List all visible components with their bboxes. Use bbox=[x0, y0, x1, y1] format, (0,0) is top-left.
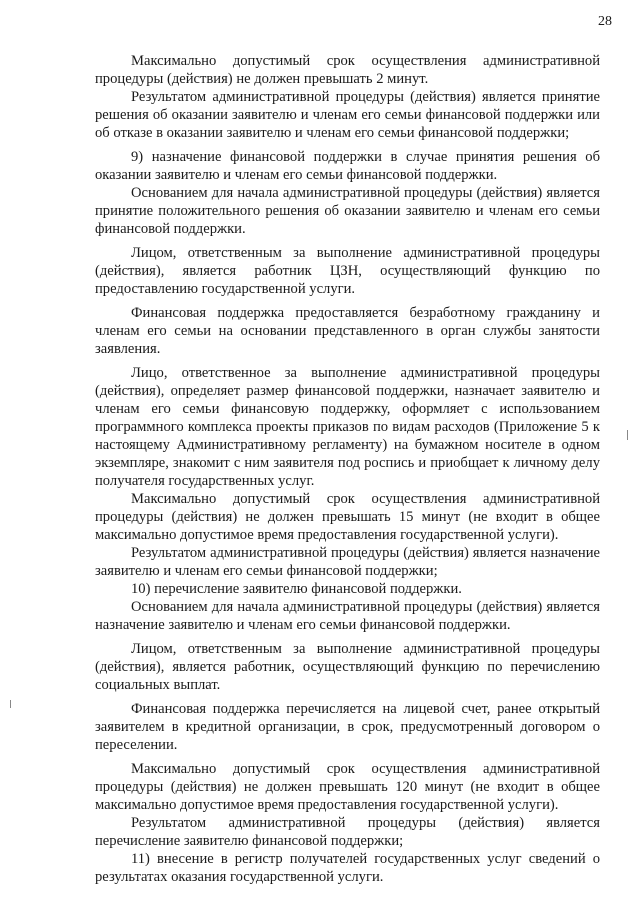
paragraph-13: Финансовая поддержка перечисляется на лицевой счет, ранее открытый заявителем в кредитной организации, в срок, предусмотренный договором о переселении. bbox=[95, 701, 600, 753]
paragraph-15: Результатом административной процедуры (действия) является перечисление заявителю финансовой поддержки; bbox=[95, 815, 600, 849]
paragraph-10: 10) перечисление заявителю финансовой поддержки. bbox=[131, 581, 462, 597]
paragraph-6: Финансовая поддержка предоставляется безработному гражданину и членам его семьи на основании представленного в орган службы занятости заявления. bbox=[95, 305, 600, 357]
paragraph-7: Лицо, ответственное за выполнение административной процедуры (действия), определяет размер финансовой поддержки, назначает заявителю и членам его семьи финансовую поддержку, оформляет с использованием программного комплекса проекты приказов по видам расходов (Приложение 5 к настоящему Административному регламенту) на бумажном носителе в одном экземпляре, знакомит с ним заявителя под роспись и приобщает к личному делу получателя государственных услуг. bbox=[95, 365, 600, 489]
scan-mark-right bbox=[627, 430, 628, 440]
scan-mark-left bbox=[10, 700, 11, 708]
paragraph-14: Максимально допустимый срок осуществления административной процедуры (действия) не должен превышать 120 минут (не входит в общее максимально допустимое время предоставления государственной услуги). bbox=[95, 761, 600, 813]
paragraph-1: Максимально допустимый срок осуществления административной процедуры (действия) не должен превышать 2 минут. bbox=[95, 53, 600, 87]
paragraph-9: Результатом административной процедуры (действия) является назначение заявителю и членам его семьи финансовой поддержки; bbox=[95, 545, 600, 579]
paragraph-3: 9) назначение финансовой поддержки в случае принятия решения об оказании заявителю и членам его семьи финансовой поддержки. bbox=[95, 149, 600, 183]
paragraph-4: Основанием для начала административной процедуры (действия) является принятие положительного решения об оказании заявителю и членам его семьи финансовой поддержки. bbox=[95, 185, 600, 237]
paragraph-5: Лицом, ответственным за выполнение административной процедуры (действия), является работник ЦЗН, осуществляющий функцию по предоставлению государственной услуги. bbox=[95, 245, 600, 297]
paragraph-12: Лицом, ответственным за выполнение административной процедуры (действия), является работник, осуществляющий функцию по перечислению социальных выплат. bbox=[95, 641, 600, 693]
paragraph-16: 11) внесение в регистр получателей государственных услуг сведений о результатах оказания государственной услуги. bbox=[95, 851, 600, 885]
paragraph-11: Основанием для начала административной процедуры (действия) является назначение заявителю и членам его семьи финансовой поддержки. bbox=[95, 599, 600, 633]
page-number: 28 bbox=[598, 14, 612, 29]
paragraph-2: Результатом административной процедуры (действия) является принятие решения об оказании заявителю и членам его семьи финансовой поддержки или об отказе в оказании заявителю и членам его семьи финансовой поддержки; bbox=[95, 89, 600, 141]
document-body bbox=[95, 52, 600, 886]
paragraph-8: Максимально допустимый срок осуществления административной процедуры (действия) не должен превышать 15 минут (не входит в общее максимально допустимое время предоставления государственной услуги). bbox=[95, 491, 600, 543]
